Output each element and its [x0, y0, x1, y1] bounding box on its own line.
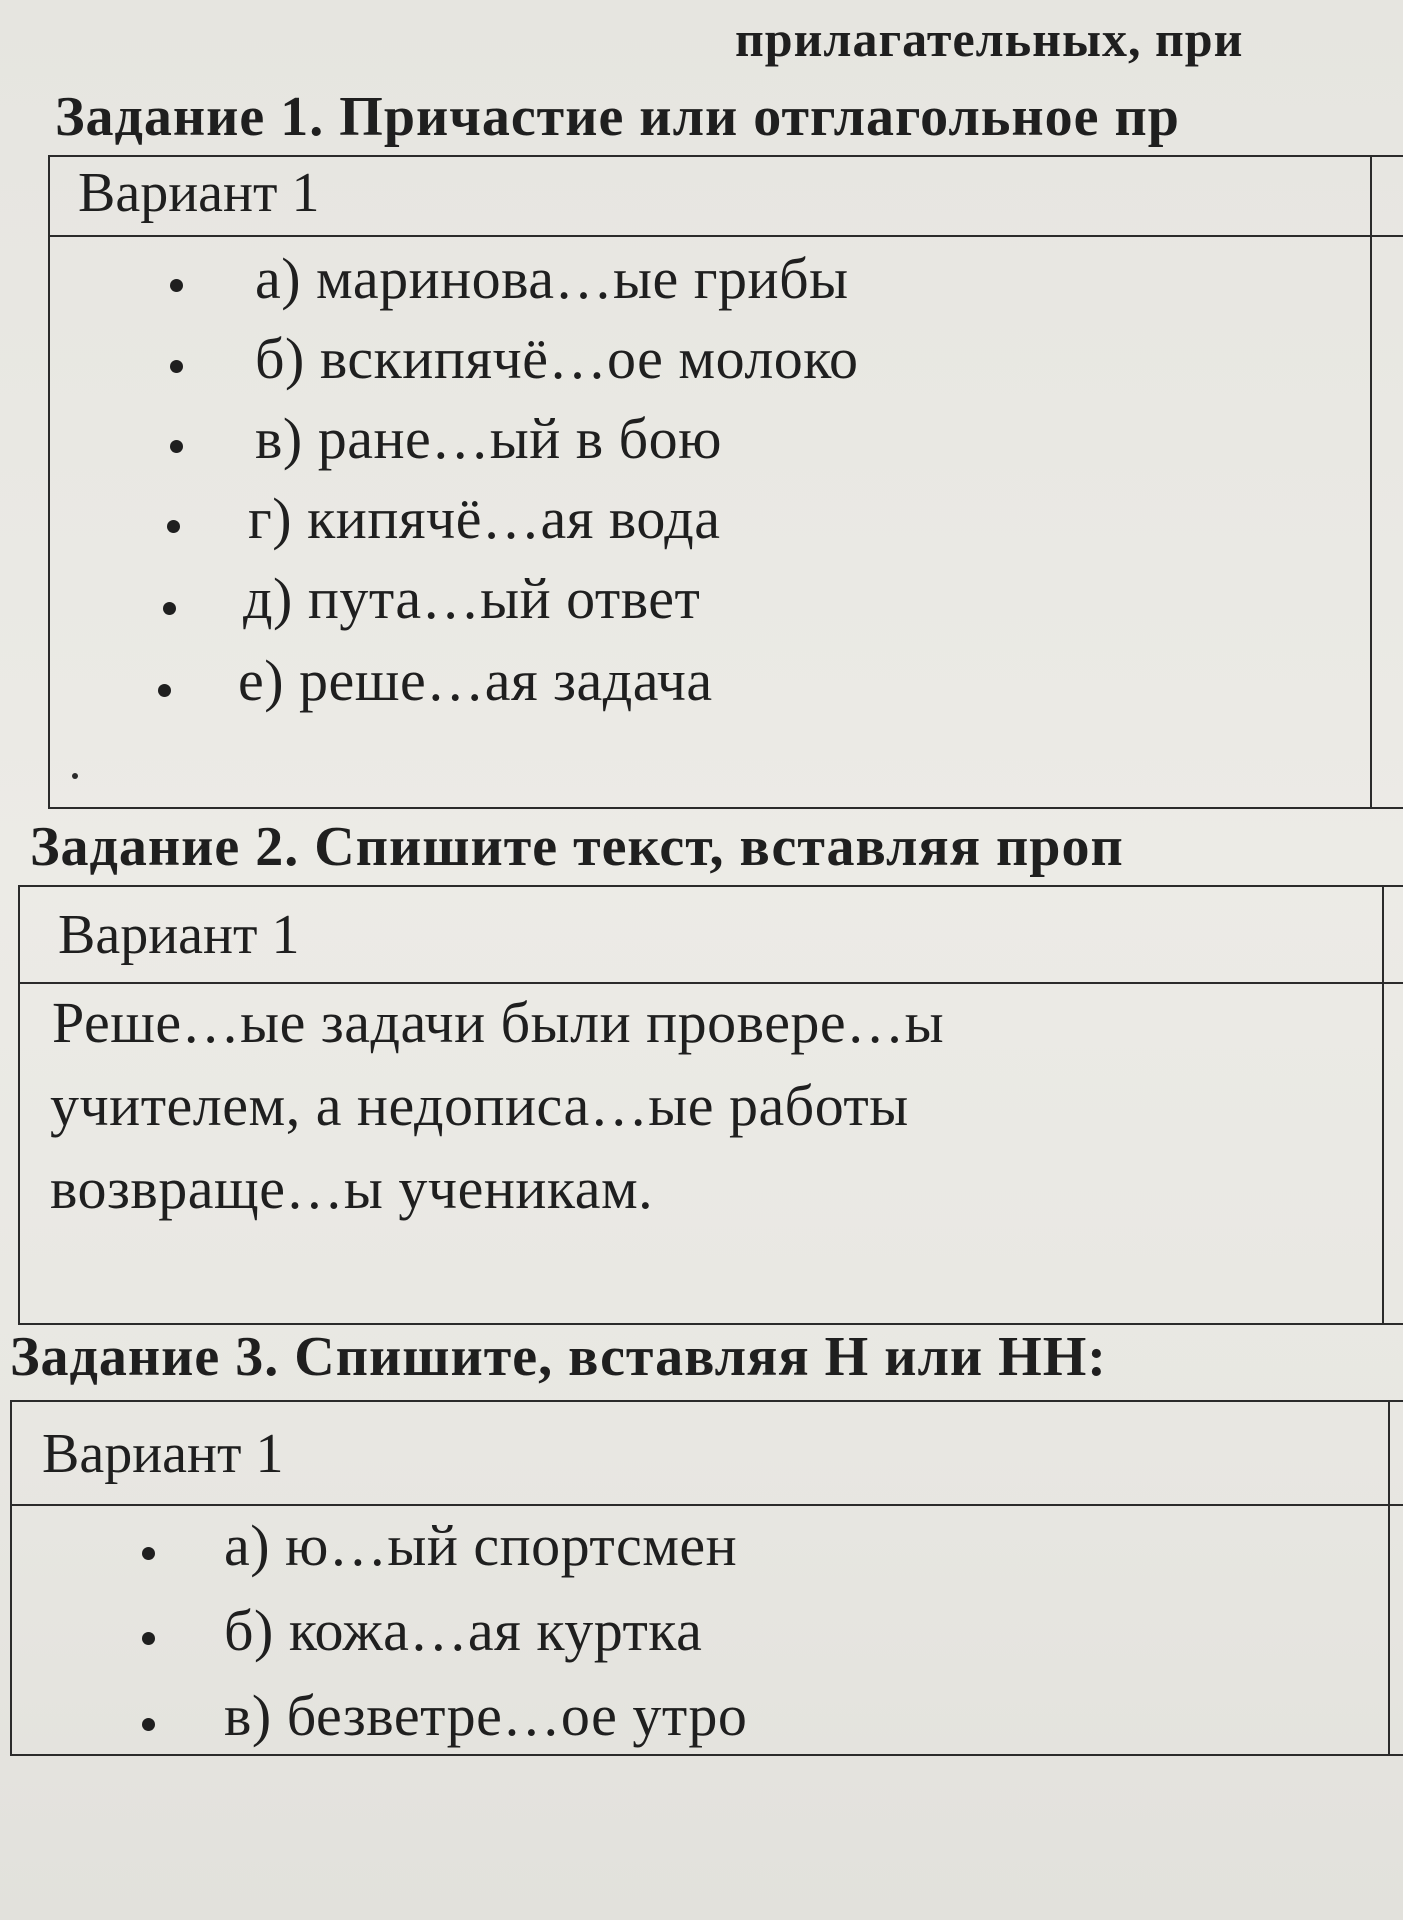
- task-1-item-e: д) пута…ый ответ: [243, 566, 701, 631]
- list-bullet: [170, 279, 183, 292]
- task-1-item-c: в) ране…ый в бою: [255, 406, 722, 471]
- task-3-table: [10, 1400, 1403, 1756]
- task-1-item-d: г) кипячё…ая вода: [248, 486, 721, 551]
- list-bullet: [163, 602, 176, 615]
- table-column-divider: [1388, 1402, 1390, 1754]
- task-1-heading: Задание 1. Причастие или отглагольное пр: [55, 86, 1180, 148]
- task-3-item-b: б) кожа…ая куртка: [224, 1598, 703, 1663]
- list-bullet: [142, 1632, 155, 1645]
- stray-dot: [72, 773, 78, 779]
- task-1-item-f: е) реше…ая задача: [238, 648, 713, 713]
- task-2-table: [18, 885, 1403, 1325]
- list-bullet: [167, 520, 180, 533]
- list-bullet: [158, 684, 171, 697]
- task-2-text-line-1: Реше…ые задачи были провере…ы: [52, 990, 945, 1055]
- section-subtitle: прилагательных, при: [735, 11, 1244, 67]
- list-bullet: [170, 360, 183, 373]
- task-3-heading: Задание 3. Спишите, вставляя Н или НН:: [10, 1326, 1107, 1388]
- task-2-heading: Задание 2. Спишите текст, вставляя проп: [30, 816, 1124, 878]
- task-2-text-line-3: возвраще…ы ученикам.: [50, 1156, 654, 1221]
- task-1-item-b: б) вскипячё…ое молоко: [255, 326, 859, 391]
- list-bullet: [170, 440, 183, 453]
- task-3-variant-label: Вариант 1: [42, 1423, 284, 1485]
- task-3-item-c: в) безветре…ое утро: [224, 1683, 748, 1748]
- table-column-divider: [1370, 157, 1372, 807]
- list-bullet: [142, 1547, 155, 1560]
- task-2-variant-label: Вариант 1: [58, 904, 300, 966]
- table-column-divider: [1382, 887, 1384, 1323]
- task-3-item-a: а) ю…ый спортсмен: [224, 1513, 738, 1578]
- task-1-variant-label: Вариант 1: [78, 162, 320, 224]
- task-1-table: [48, 155, 1403, 809]
- list-bullet: [142, 1718, 155, 1731]
- task-1-item-a: а) маринова…ые грибы: [255, 246, 849, 311]
- task-2-text-line-2: учителем, а недописа…ые работы: [50, 1073, 909, 1138]
